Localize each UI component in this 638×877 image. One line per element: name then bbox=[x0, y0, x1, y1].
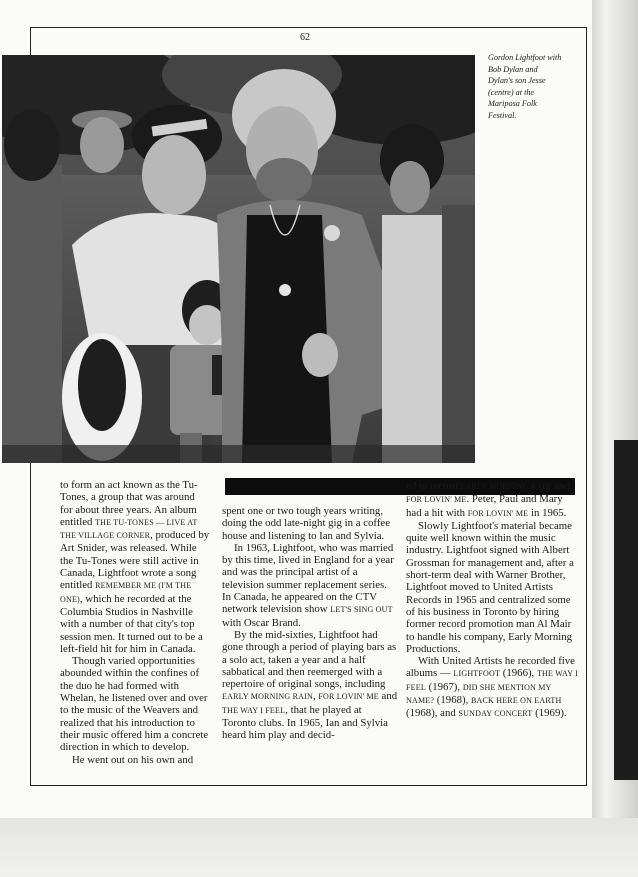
album-title: BACK HERE ON EARTH bbox=[471, 696, 562, 706]
song-title: REMEMBER ME (I'M THE ONE) bbox=[60, 581, 192, 604]
text-column-1 bbox=[60, 479, 210, 766]
frame-rule-top bbox=[30, 27, 587, 28]
paragraph: He went out on his own and bbox=[72, 753, 194, 766]
caption-line: Dylan's son Jesse bbox=[488, 76, 546, 85]
song-title: FOR LOVIN' ME bbox=[318, 692, 379, 702]
photo-image bbox=[2, 55, 475, 463]
album-title: SUNDAY CONCERT bbox=[458, 709, 533, 719]
tv-show-title: LET'S SING OUT bbox=[330, 605, 393, 615]
song-title: FOR LOVIN' ME bbox=[467, 508, 529, 518]
frame-rule-right bbox=[586, 27, 587, 785]
song-title: THE WAY I FEEL bbox=[222, 705, 286, 715]
paragraph: ed to record EARLY MORNING RAIN and FOR LOVIN' ME. Peter, Paul and Mary had a hit with FOR LOVIN' ME in 1965. bbox=[406, 480, 570, 519]
album-title: DID SHE MENTION MY NAME? bbox=[406, 682, 552, 706]
caption-line: Mariposa Folk bbox=[488, 99, 537, 108]
paragraph: With United Artists he recorded five albums — LIGHTFOOT (1966), THE WAY I FEEL (1967), DID SHE MENTION MY NAME? (1968), BACK HERE ON EARTH (1968), and SUNDAY CONCERT (1969). bbox=[406, 655, 579, 720]
album-title: THE WAY I FEEL bbox=[406, 669, 579, 692]
paragraph: By the mid-sixties, Lightfoot had gone through a period of playing bars as a solo act, taken a year and a half sabbatical and then reemerged with a repertoire of original songs, including EARLY MORNING RAIN, FOR LOVIN' ME and THE WAY I FEEL, that he played at Toronto clubs. In 1965, Ian and Sylvia heard him play and decid- bbox=[222, 628, 398, 742]
caption-line: Gordon Lightfoot with bbox=[488, 53, 562, 62]
song-title: FOR LOVIN' ME bbox=[406, 495, 467, 505]
page-bottom-margin bbox=[0, 818, 638, 877]
album-title: THE TU-TONES — LIVE AT THE VILLAGE CORNER bbox=[60, 517, 198, 541]
photo-caption bbox=[488, 52, 584, 121]
song-title: EARLY MORNING RAIN bbox=[460, 482, 552, 491]
paragraph: to form an act known as the Tu-Tones, a group that was around for about three years. An album entitled THE TU-TONES — LIVE AT THE VILLAGE CORNER, produced by Art Snider, was released. While the Tu-Tones were still active in Canada, Lightfoot wrote a song entitled REMEMBER ME (I'M THE ONE), which he recorded at the Columbia Studios in Nashville with a number of that city's top session men. It turned out to be a left-field hit for him in Canada. bbox=[60, 479, 210, 655]
text-column-2 bbox=[222, 505, 398, 742]
frame-rule-bottom bbox=[30, 785, 587, 786]
song-title: EARLY MORNING RAIN bbox=[222, 692, 313, 702]
paragraph: spent one or two tough years writing, doing the odd late-night gig in a coffee house and listening to Ian and Sylvia. bbox=[222, 505, 391, 542]
caption-line: Festival. bbox=[488, 110, 517, 120]
caption-line: (centre) at the bbox=[488, 87, 535, 97]
next-page-photo-edge bbox=[614, 440, 638, 780]
album-title: LIGHTFOOT bbox=[453, 669, 501, 679]
text-column-3 bbox=[406, 480, 580, 721]
photo bbox=[2, 55, 475, 463]
paragraph: Though varied opportunities abounded within the confines of the duo he had formed with Whelan, he listened over and over to the music of the Weavers and realized that his introduction to their music offered him a concrete direction in which to develop. bbox=[60, 655, 209, 754]
caption-line: Bob Dylan and bbox=[488, 64, 538, 74]
paragraph: In 1963, Lightfoot, who was married by this time, lived in England for a year and was the principal artist of a television summer replacement series. In Canada, he appeared on the CTV network television show LET'S SING OUT with Oscar Brand. bbox=[222, 541, 394, 629]
paragraph: Slowly Lightfoot's material became quite well known within the music industry. Lightfoot signed with Albert Grossman for management and, after a short-term deal with Warner Brother, Lightfoot moved to United Artists Records in 1965 and centralized some of his business in Toronto by hiring former record promotion man Al Mair to handle his company, Early Morning Productions. bbox=[406, 519, 574, 655]
page-number: 62 bbox=[300, 32, 310, 43]
